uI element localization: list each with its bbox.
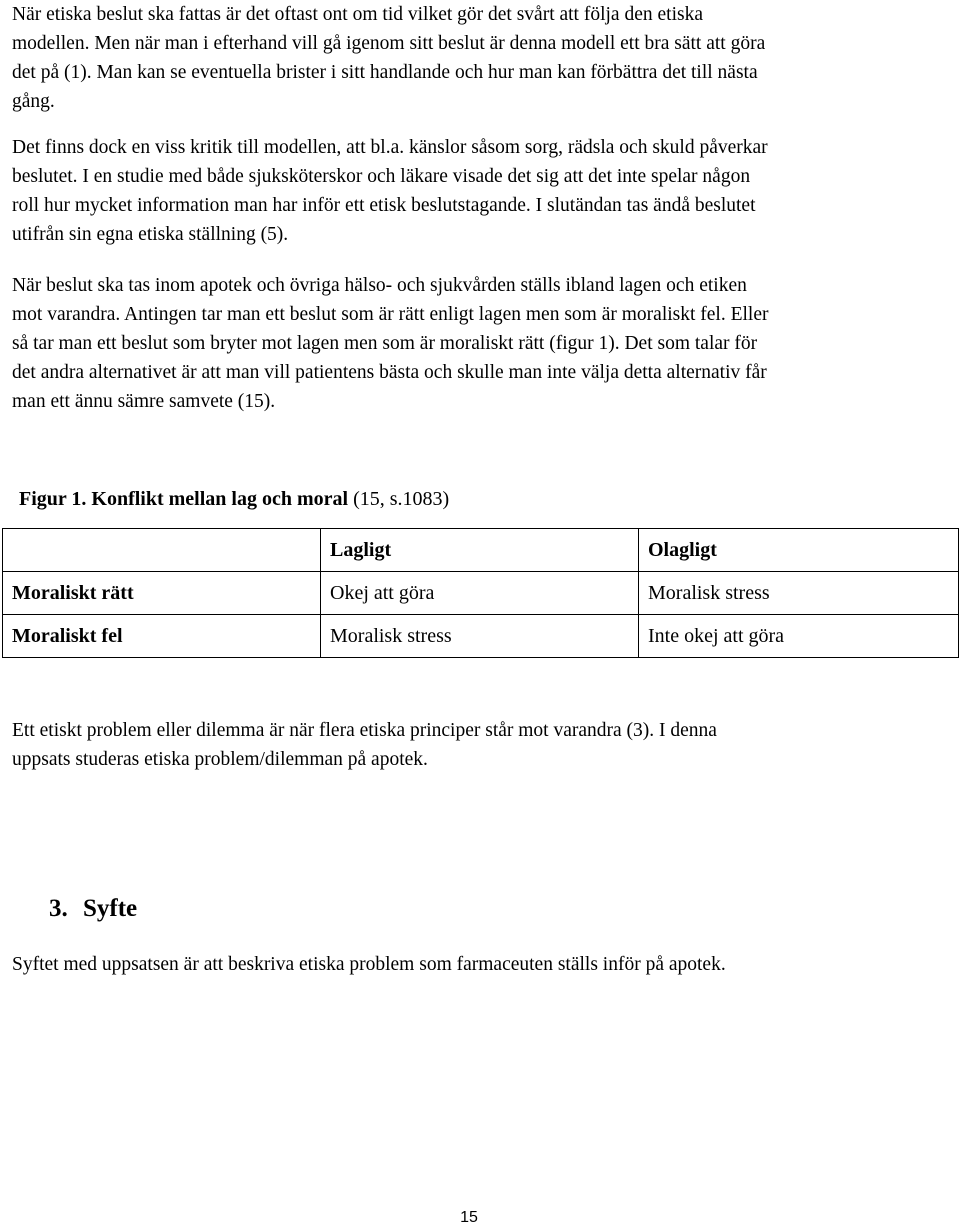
row-header-moraliskt-ratt: Moraliskt rätt — [3, 572, 321, 615]
text-line: beslutet. I en studie med både sjuksköterskor och läkare visade det sig att det inte spelar någon — [12, 166, 751, 187]
section-title: Syfte — [83, 895, 138, 922]
table-cell: Moralisk stress — [321, 615, 639, 658]
table-cell: Moralisk stress — [639, 572, 959, 615]
table-header-row — [3, 529, 959, 572]
law-moral-conflict-table — [2, 528, 959, 658]
text-line: När etiska beslut ska fattas är det oftast ont om tid vilket gör det svårt att följa den etiska — [12, 4, 703, 25]
text-line: gång. — [12, 91, 55, 112]
text-line: modellen. Men när man i efterhand vill gå igenom sitt beslut är denna modell ett bra sätt att göra — [12, 33, 766, 54]
paragraph-ethical-model-usage — [12, 0, 942, 116]
text-line: uppsats studeras etiska problem/dilemman på apotek. — [12, 749, 428, 770]
column-header-lagligt: Lagligt — [321, 529, 639, 572]
section-number: 3. — [49, 895, 68, 922]
table-row — [3, 572, 959, 615]
text-line: det på (1). Man kan se eventuella brister i sitt handlande och hur man kan förbättra det till nästa — [12, 62, 758, 83]
section-heading — [49, 892, 137, 926]
text-line: utifrån sin egna etiska ställning (5). — [12, 224, 289, 245]
text-line: så tar man ett beslut som bryter mot lagen men som är moraliskt rätt (figur 1). Det som talar för — [12, 333, 758, 354]
table-cell: Inte okej att göra — [639, 615, 959, 658]
paragraph-purpose — [12, 950, 942, 979]
table-cell: Okej att göra — [321, 572, 639, 615]
table-corner-cell — [3, 529, 321, 572]
text-line: När beslut ska tas inom apotek och övriga hälso- och sjukvården ställs ibland lagen och etiken — [12, 275, 747, 296]
paragraph-law-vs-ethics — [12, 271, 942, 416]
text-line: det andra alternativet är att man vill patientens bästa och skulle man inte välja detta alternativ får — [12, 362, 767, 383]
figure-caption-reference: (15, s.1083) — [348, 488, 450, 510]
figure-caption — [19, 484, 449, 514]
text-line: Syftet med uppsatsen är att beskriva etiska problem som farmaceuten ställs inför på apotek. — [12, 954, 726, 975]
table-row — [3, 615, 959, 658]
figure-caption-title: Figur 1. Konflikt mellan lag och moral — [19, 488, 349, 510]
paragraph-model-criticism — [12, 133, 942, 249]
row-header-moraliskt-fel: Moraliskt fel — [3, 615, 321, 658]
text-line: Det finns dock en viss kritik till modellen, att bl.a. känslor såsom sorg, rädsla och skuld påverkar — [12, 137, 768, 158]
column-header-olagligt: Olagligt — [639, 529, 959, 572]
text-line: man ett ännu sämre samvete (15). — [12, 391, 276, 412]
text-line: Ett etiskt problem eller dilemma är när flera etiska principer står mot varandra (3). I denna — [12, 720, 717, 741]
text-line: roll hur mycket information man har inför ett etisk beslutstagande. I slutändan tas ändå beslutet — [12, 195, 756, 216]
text-line: mot varandra. Antingen tar man ett beslut som är rätt enligt lagen men som är moraliskt fel. Eller — [12, 304, 769, 325]
paragraph-ethical-dilemma-definition — [12, 716, 942, 774]
page-number: 15 — [460, 1209, 478, 1226]
